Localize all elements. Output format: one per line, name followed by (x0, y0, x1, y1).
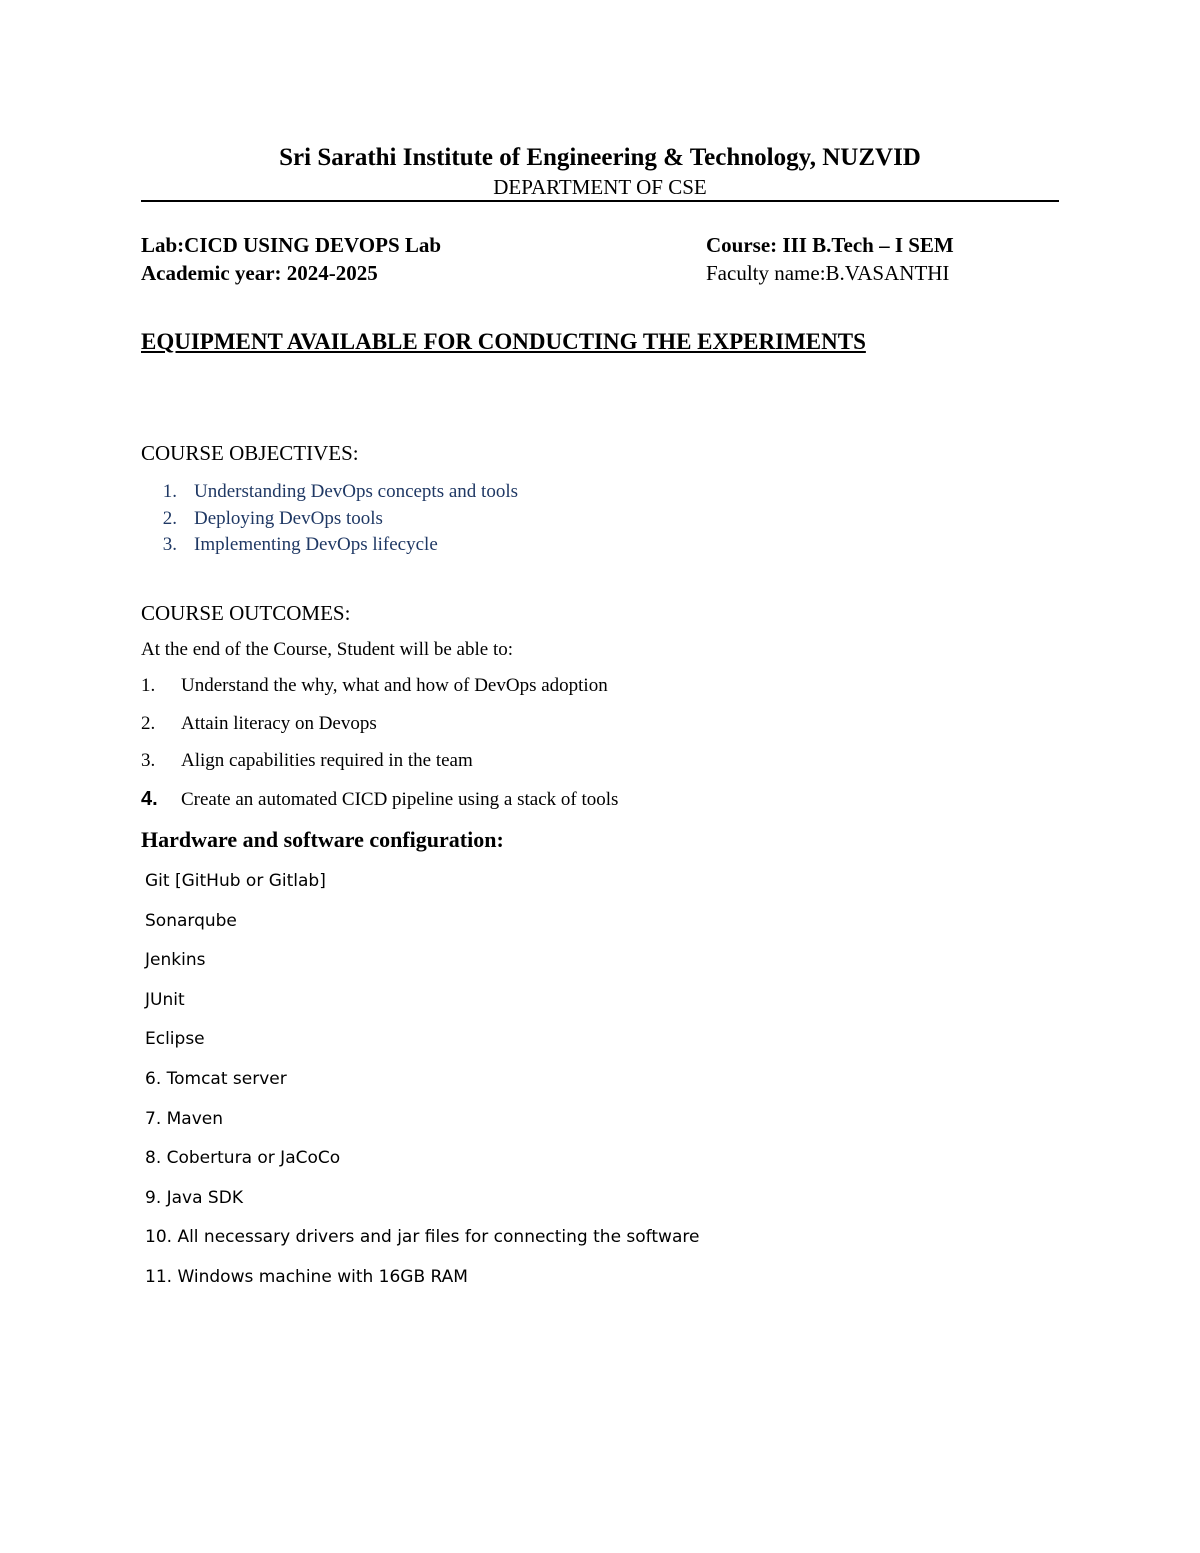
list-item-text: Implementing DevOps lifecycle (194, 534, 438, 555)
outcomes-intro: At the end of the Course, Student will be able to: (141, 639, 514, 660)
list-item: Jenkins (145, 950, 206, 971)
list-item: 10. All necessary drivers and jar files for connecting the software (145, 1227, 700, 1248)
outcomes-list (141, 673, 618, 823)
list-item-text: Align capabilities required in the team (181, 750, 473, 771)
list-item (141, 748, 618, 786)
hardware-list (145, 868, 699, 1304)
list-item: 7. Maven (145, 1108, 224, 1129)
list-item-number: 3. (162, 534, 177, 555)
list-item: JUnit (145, 989, 185, 1010)
academic-year: Academic year: 2024-2025 (141, 261, 378, 285)
hardware-heading: Hardware and software configuration: (141, 827, 504, 852)
list-item (141, 786, 618, 824)
lab-name: Lab:CICD USING DEVOPS Lab (141, 233, 442, 257)
equipment-heading: EQUIPMENT AVAILABLE FOR CONDUCTING THE EXPERIMENTS (141, 329, 866, 354)
department-title: DEPARTMENT OF CSE (493, 175, 707, 199)
list-item-text: Create an automated CICD pipeline using a stack of tools (181, 788, 619, 810)
list-item-number: 1. (141, 675, 156, 696)
list-item-text: Attain literacy on Devops (181, 712, 377, 734)
list-item: Sonarqube (145, 910, 237, 931)
list-item (141, 532, 518, 559)
list-item-number: 4. (141, 787, 158, 810)
list-item-text: Understanding DevOps concepts and tools (194, 481, 518, 502)
objectives-heading: COURSE OBJECTIVES: (141, 441, 359, 465)
institute-title: Sri Sarathi Institute of Engineering & Technology, NUZVID (279, 144, 921, 171)
objectives-list (141, 479, 518, 559)
outcomes-heading: COURSE OUTCOMES: (141, 601, 351, 625)
list-item-number: 2. (162, 507, 177, 529)
list-item: Git [GitHub or Gitlab] (145, 871, 326, 891)
list-item: 6. Tomcat server (145, 1068, 287, 1089)
course-info: Course: III B.Tech – I SEM (706, 233, 954, 257)
header-divider (141, 200, 1059, 202)
list-item: 8. Cobertura or JaCoCo (145, 1148, 341, 1169)
list-item (141, 673, 618, 711)
list-item-number: 2. (141, 712, 156, 734)
list-item-text: Deploying DevOps tools (194, 507, 383, 529)
list-item: 11. Windows machine with 16GB RAM (145, 1266, 468, 1287)
list-item: Eclipse (145, 1029, 205, 1050)
list-item-number: 1. (162, 481, 177, 502)
list-item (141, 479, 518, 506)
list-item: 9. Java SDK (145, 1187, 243, 1208)
list-item-number: 3. (141, 750, 156, 771)
list-item-text: Understand the why, what and how of DevOps adoption (181, 675, 608, 696)
list-item (141, 506, 518, 533)
faculty-name: Faculty name:B.VASANTHI (706, 261, 950, 285)
list-item (141, 711, 618, 749)
